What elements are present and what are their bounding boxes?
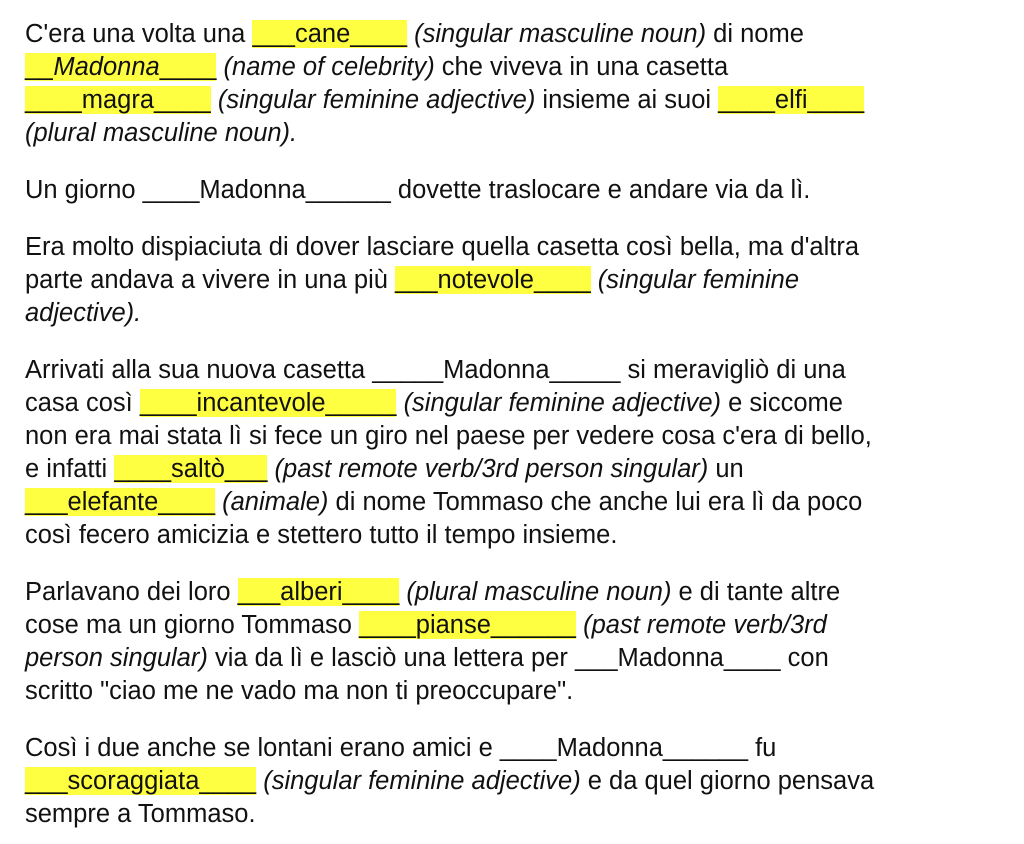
filled-blank: ____incantevole_____ bbox=[139, 389, 397, 417]
text-segment: un bbox=[708, 455, 744, 483]
story-paragraph bbox=[25, 18, 1004, 150]
text-segment: Arrivati alla sua nuova casetta _____Madonna_____ si meravigliò di una bbox=[25, 356, 846, 384]
text-segment: e infatti bbox=[25, 455, 115, 483]
text-segment: Un giorno ____Madonna______ dovette traslocare e andare via da lì. bbox=[25, 176, 811, 204]
text-segment bbox=[216, 53, 223, 81]
text-segment: casa così bbox=[25, 389, 140, 417]
text-line bbox=[25, 642, 1004, 675]
text-segment: insieme ai suoi bbox=[535, 86, 719, 114]
filled-blank: ____ bbox=[159, 53, 217, 81]
text-line bbox=[25, 609, 1004, 642]
text-line bbox=[25, 174, 1004, 207]
text-segment: e da quel giorno pensava bbox=[580, 767, 875, 795]
word-type-hint: (plural masculine noun) bbox=[406, 578, 672, 606]
word-type-hint: (animale) bbox=[222, 488, 329, 516]
word-type-hint: adjective). bbox=[25, 299, 142, 327]
text-segment: di nome Tommaso che anche lui era lì da poco bbox=[328, 488, 863, 516]
text-line bbox=[25, 453, 1004, 486]
text-line bbox=[25, 576, 1004, 609]
story-paragraph bbox=[25, 174, 1004, 207]
text-segment: non era mai stata lì si fece un giro nel paese per vedere cosa c'era di bello, bbox=[25, 422, 872, 450]
word-type-hint: (name of celebrity) bbox=[223, 53, 435, 81]
text-line bbox=[25, 297, 1004, 330]
text-segment bbox=[591, 266, 598, 294]
text-line bbox=[25, 387, 1004, 420]
text-segment: di nome bbox=[706, 20, 804, 48]
text-line bbox=[25, 117, 1004, 150]
filled-blank: ___notevole____ bbox=[395, 266, 591, 294]
word-type-hint: person singular) bbox=[25, 644, 208, 672]
word-type-hint: (singular feminine adjective) bbox=[403, 389, 722, 417]
text-line bbox=[25, 420, 1004, 453]
text-line bbox=[25, 264, 1004, 297]
text-segment: parte andava a vivere in una più bbox=[25, 266, 395, 294]
text-segment: sempre a Tommaso. bbox=[25, 800, 256, 828]
text-segment bbox=[267, 455, 274, 483]
text-line bbox=[25, 675, 1004, 708]
text-segment: via da lì e lasciò una lettera per ___Madonna____ con bbox=[207, 644, 829, 672]
text-segment bbox=[396, 389, 403, 417]
filled-blank: ____magra____ bbox=[25, 86, 211, 114]
text-segment: scritto "ciao me ne vado ma non ti preoccupare". bbox=[25, 677, 574, 705]
text-line bbox=[25, 84, 1004, 117]
text-line bbox=[25, 231, 1004, 264]
text-line bbox=[25, 732, 1004, 765]
text-segment: e siccome bbox=[721, 389, 843, 417]
text-segment: Parlavano dei loro bbox=[25, 578, 238, 606]
word-type-hint: (singular masculine noun) bbox=[414, 20, 707, 48]
text-segment: cose ma un giorno Tommaso bbox=[25, 611, 360, 639]
text-line bbox=[25, 51, 1004, 84]
text-segment: Era molto dispiaciuta di dover lasciare quella casetta così bella, ma d'altra bbox=[25, 233, 860, 261]
text-segment bbox=[211, 86, 218, 114]
filled-blank: ____pianse______ bbox=[359, 611, 576, 639]
text-line bbox=[25, 18, 1004, 51]
filled-blank: ___alberi____ bbox=[237, 578, 400, 606]
filled-blank: Madonna bbox=[53, 53, 160, 81]
story-paragraph bbox=[25, 576, 1004, 708]
filled-blank: ___scoraggiata____ bbox=[25, 767, 257, 795]
text-line bbox=[25, 519, 1004, 552]
filled-blank: ___elefante____ bbox=[25, 488, 216, 516]
story-paragraph bbox=[25, 231, 1004, 330]
text-segment: così fecero amicizia e stettero tutto il tempo insieme. bbox=[25, 521, 618, 549]
text-segment: e di tante altre bbox=[671, 578, 841, 606]
word-type-hint: (singular feminine adjective) bbox=[217, 86, 536, 114]
word-type-hint: (past remote verb/3rd person singular) bbox=[274, 455, 709, 483]
filled-blank: ___cane____ bbox=[252, 20, 408, 48]
text-segment: Così i due anche se lontani erano amici e ____Madonna______ fu bbox=[25, 734, 777, 762]
filled-blank: ____saltò___ bbox=[114, 455, 268, 483]
word-type-hint: (singular feminine adjective) bbox=[263, 767, 581, 795]
filled-blank: ____elfi____ bbox=[718, 86, 865, 114]
story-paragraph bbox=[25, 732, 1004, 831]
text-segment: che viveva in una casetta bbox=[434, 53, 729, 81]
story-paragraph bbox=[25, 354, 1004, 552]
filled-blank: __ bbox=[25, 53, 54, 81]
text-line bbox=[25, 798, 1004, 831]
word-type-hint: (singular feminine bbox=[597, 266, 800, 294]
text-line bbox=[25, 765, 1004, 798]
word-type-hint: (past remote verb/3rd bbox=[583, 611, 827, 639]
text-line bbox=[25, 486, 1004, 519]
word-type-hint: (plural masculine noun). bbox=[25, 119, 298, 147]
text-line bbox=[25, 354, 1004, 387]
text-segment: C'era una volta una bbox=[25, 20, 253, 48]
